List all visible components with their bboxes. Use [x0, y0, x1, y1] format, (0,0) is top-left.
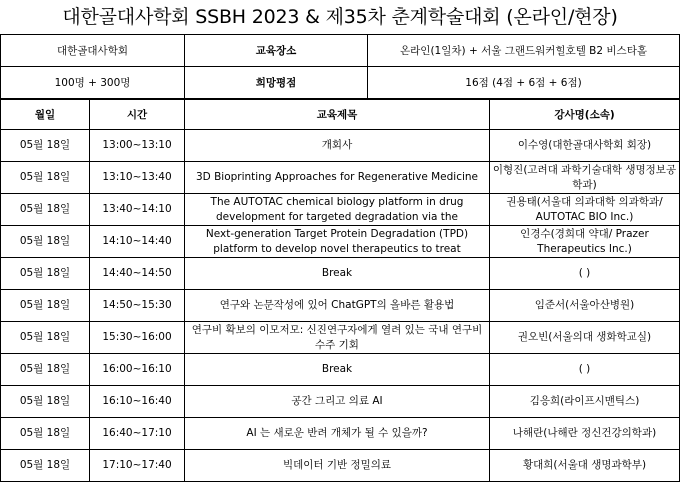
row-speaker: [490, 418, 680, 450]
row-subject: [185, 386, 490, 418]
row-speaker: [490, 354, 680, 386]
row-date: 05월 18일: [1, 290, 90, 322]
row-speaker-text: ( ): [578, 267, 591, 279]
table-row: [1, 258, 680, 290]
info-row-score: [1, 67, 680, 99]
participant-count: 100명 + 300명: [1, 67, 185, 99]
row-speaker: [490, 290, 680, 322]
row-subject: [185, 354, 490, 386]
row-date: 05월 18일: [1, 194, 90, 226]
row-speaker: [490, 194, 680, 226]
table-row: [1, 450, 680, 482]
row-time: 13:00~13:10: [90, 130, 185, 162]
row-speaker: [490, 322, 680, 354]
row-speaker: [490, 258, 680, 290]
table-row: [1, 354, 680, 386]
row-subject: [185, 162, 490, 194]
row-speaker-text: 이형진(고려대 과학기술대학 생명정보공학과): [492, 163, 677, 191]
row-subject: [185, 194, 490, 226]
row-time: 16:10~16:40: [90, 386, 185, 418]
info-row-org: [1, 35, 680, 67]
row-time: 13:40~14:10: [90, 194, 185, 226]
row-subject: [185, 226, 490, 258]
place-label: 교육장소: [185, 35, 368, 67]
row-subject-text: Break: [321, 363, 353, 375]
row-speaker-text: ( ): [578, 363, 591, 375]
row-time: 16:40~17:10: [90, 418, 185, 450]
table-row: [1, 418, 680, 450]
place-value: 온라인(1일차) + 서울 그랜드워커힐호텔 B2 비스타홀: [368, 35, 680, 67]
info-table: [0, 34, 680, 99]
row-subject: [185, 258, 490, 290]
row-subject-text: Next-generation Target Protein Degradation (TPD) platform to develop novel therapeutics to treat: [205, 227, 469, 255]
row-subject-text: 연구비 확보의 이모저모: 신진연구자에게 열려 있는 국내 연구비 수주 기회: [191, 323, 483, 351]
row-subject-text: AI 는 새로운 반려 개체가 될 수 있을까?: [246, 427, 428, 439]
row-speaker: [490, 162, 680, 194]
row-time: 14:40~14:50: [90, 258, 185, 290]
row-date: 05월 18일: [1, 258, 90, 290]
row-speaker-text: 임준서(서울아산병원): [534, 299, 635, 311]
row-time: 14:10~14:40: [90, 226, 185, 258]
row-date: 05월 18일: [1, 450, 90, 482]
row-subject-text: 연구와 논문작성에 있어 ChatGPT의 올바른 활용법: [219, 299, 455, 311]
row-speaker-text: 김응희(라이프시맨틱스): [529, 395, 640, 407]
row-speaker-text: 나해란(나해란 정신건강의학과): [512, 427, 657, 439]
header-speaker: 강사명(소속): [490, 100, 680, 130]
score-label: 희망평점: [185, 67, 368, 99]
row-speaker-text: 권용태(서울대 의과대학 의과학과/ AUTOTAC BIO Inc.): [506, 195, 663, 223]
row-subject: [185, 322, 490, 354]
row-speaker-text: 인경수(경희대 약대/ Prazer Therapeutics Inc.): [520, 227, 649, 255]
row-speaker-text: 권오빈(서울의대 생화학교실): [517, 331, 652, 343]
header-subject: 교육제목: [185, 100, 490, 130]
row-date: 05월 18일: [1, 162, 90, 194]
row-date: 05월 18일: [1, 386, 90, 418]
row-speaker-text: 이수영(대한골대사학회 회장): [517, 139, 652, 151]
row-subject: [185, 418, 490, 450]
page-title: 대한골대사학회 SSBH 2023 & 제35차 춘계학술대회 (온라인/현장): [62, 6, 618, 28]
row-subject-text: The AUTOTAC chemical biology platform in drug development for targeted degradation via the: [210, 195, 464, 223]
schedule-table: [0, 99, 680, 482]
row-subject: [185, 450, 490, 482]
table-row: [1, 130, 680, 162]
row-date: 05월 18일: [1, 322, 90, 354]
row-subject-text: 빅데이터 기반 정밀의료: [282, 459, 392, 471]
table-row: [1, 162, 680, 194]
table-row: [1, 194, 680, 226]
header-month-day: 월일: [1, 100, 90, 130]
row-speaker: [490, 226, 680, 258]
table-row: [1, 322, 680, 354]
row-speaker-text: 황대희(서울대 생명과학부): [522, 459, 647, 471]
header-time: 시간: [90, 100, 185, 130]
row-speaker: [490, 130, 680, 162]
table-row: [1, 226, 680, 258]
row-time: 13:10~13:40: [90, 162, 185, 194]
row-subject-text: 개회사: [321, 139, 353, 151]
row-subject-text: Break: [321, 267, 353, 279]
row-speaker: [490, 450, 680, 482]
row-time: 17:10~17:40: [90, 450, 185, 482]
row-date: 05월 18일: [1, 130, 90, 162]
row-speaker: [490, 386, 680, 418]
row-time: 16:00~16:10: [90, 354, 185, 386]
row-date: 05월 18일: [1, 354, 90, 386]
row-time: 14:50~15:30: [90, 290, 185, 322]
schedule-header-row: [1, 100, 680, 130]
row-subject: [185, 130, 490, 162]
table-row: [1, 290, 680, 322]
row-subject: [185, 290, 490, 322]
row-date: 05월 18일: [1, 226, 90, 258]
row-time: 15:30~16:00: [90, 322, 185, 354]
row-subject-text: 공간 그리고 의료 AI: [291, 395, 383, 407]
table-row: [1, 386, 680, 418]
org-name: 대한골대사학회: [1, 35, 185, 67]
row-subject-text: 3D Bioprinting Approaches for Regenerative Medicine: [195, 171, 479, 183]
score-value: 16점 (4점 + 6점 + 6점): [368, 67, 680, 99]
row-date: 05월 18일: [1, 418, 90, 450]
